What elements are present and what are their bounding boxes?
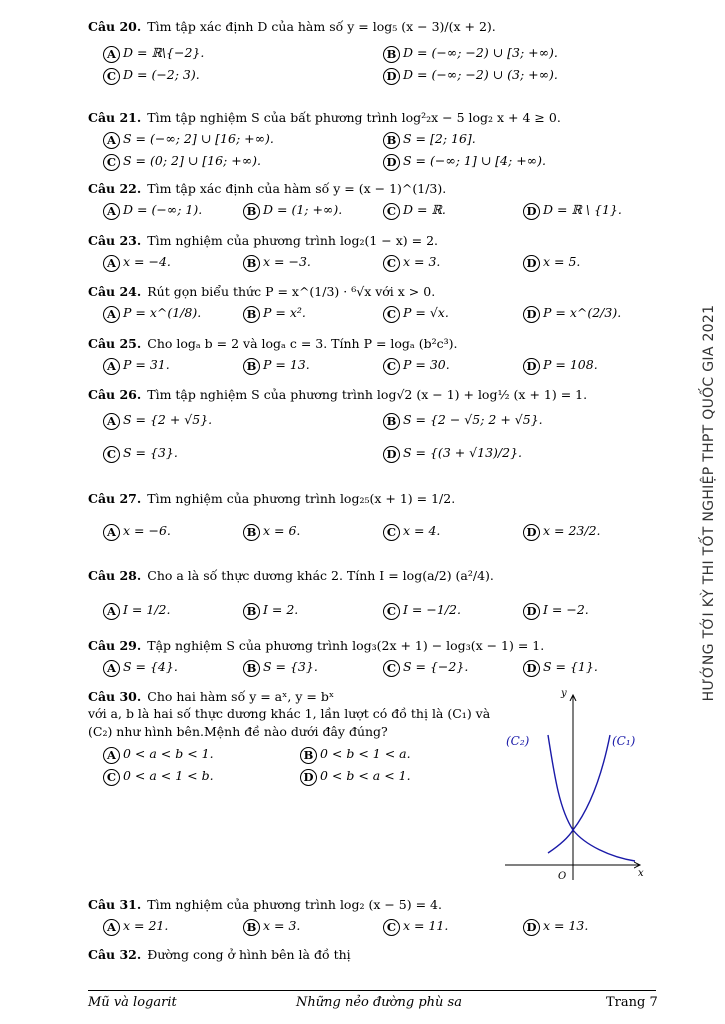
option-a[interactable]: A P = 31. xyxy=(103,355,170,375)
option-d[interactable]: D S = {(3 + √13)/2}. xyxy=(383,443,522,463)
question-label: Câu 27. xyxy=(88,491,142,506)
question-label: Câu 31. xyxy=(88,897,142,912)
option-c[interactable]: C S = (0; 2] ∪ [16; +∞). xyxy=(103,151,261,171)
origin-label: O xyxy=(558,871,567,882)
question-21 xyxy=(88,109,648,170)
question-label: Câu 26. xyxy=(88,387,142,402)
question-label: Câu 29. xyxy=(88,638,142,653)
question-24 xyxy=(88,283,648,322)
exponential-graph xyxy=(500,685,650,885)
option-a[interactable]: A I = 1/2. xyxy=(103,600,170,620)
question-text: Cho hai hàm số y = aˣ, y = bˣ xyxy=(147,689,335,704)
question-label: Câu 21. xyxy=(88,110,142,125)
question-text: Rút gọn biểu thức P = x^(1/3) · ⁶√x với x > 0. xyxy=(147,284,436,299)
option-a[interactable]: A S = {4}. xyxy=(103,657,178,677)
option-d[interactable]: D S = (−∞; 1] ∪ [4; +∞). xyxy=(383,151,546,171)
question-28 xyxy=(88,567,648,619)
question-text: Tìm tập nghiệm S của bất phương trình log²₂x − 5 log₂ x + 4 ≥ 0. xyxy=(147,110,561,125)
option-b[interactable]: B x = −3. xyxy=(243,252,311,272)
question-32 xyxy=(88,946,648,963)
option-a[interactable]: A S = (−∞; 2] ∪ [16; +∞). xyxy=(103,129,274,149)
question-30 xyxy=(88,688,498,785)
option-b[interactable]: B x = 3. xyxy=(243,916,300,936)
question-label: Câu 22. xyxy=(88,181,142,196)
footer-divider xyxy=(88,990,656,991)
option-a[interactable]: A D = ℝ\{−2}. xyxy=(103,43,204,63)
question-text: Cho a là số thực dương khác 2. Tính I = log(a/2) (a²/4). xyxy=(147,568,494,583)
question-text: Tìm nghiệm của phương trình log₂ (x − 5) = 4. xyxy=(147,897,442,912)
option-a[interactable]: A P = x^(1/8). xyxy=(103,303,201,323)
option-d[interactable]: D x = 23/2. xyxy=(523,521,601,541)
option-b[interactable]: B S = [2; 16]. xyxy=(383,129,476,149)
option-c[interactable]: C S = {−2}. xyxy=(383,657,468,677)
side-banner-text: HƯỚNG TỚI KỲ THI TỐT NGHIỆP THPT QUỐC GIA 2021 xyxy=(701,304,717,702)
question-text-line3: (C₂) như hình bên.Mệnh đề nào dưới đây đúng? xyxy=(88,724,388,739)
question-text: Tìm tập xác định của hàm số y = (x − 1)^(1/3). xyxy=(147,181,447,196)
option-b[interactable]: B P = 13. xyxy=(243,355,310,375)
question-text: Tìm nghiệm của phương trình log₂₅(x + 1) = 1/2. xyxy=(147,491,456,506)
option-a[interactable]: A D = (−∞; 1). xyxy=(103,200,202,220)
curve-c1-label: (C₁) xyxy=(612,734,636,748)
question-27 xyxy=(88,490,648,540)
question-text: Tìm tập xác định D của hàm số y = log₅ (x − 3)/(x + 2). xyxy=(147,19,496,34)
option-c[interactable]: C x = 3. xyxy=(383,252,440,272)
curve-c2-label: (C₂) xyxy=(506,734,530,748)
question-31 xyxy=(88,896,648,935)
question-23 xyxy=(88,232,648,271)
option-b[interactable]: B I = 2. xyxy=(243,600,298,620)
option-d[interactable]: D D = (−∞; −2) ∪ (3; +∞). xyxy=(383,65,558,85)
option-a[interactable]: A 0 < a < b < 1. xyxy=(103,744,214,764)
question-22 xyxy=(88,180,648,219)
question-label: Câu 23. xyxy=(88,233,142,248)
option-a[interactable]: A x = −6. xyxy=(103,521,171,541)
option-d[interactable]: D I = −2. xyxy=(523,600,589,620)
option-b[interactable]: B 0 < b < 1 < a. xyxy=(300,744,411,764)
question-label: Câu 20. xyxy=(88,19,142,34)
question-label: Câu 25. xyxy=(88,336,142,351)
option-d[interactable]: D P = x^(2/3). xyxy=(523,303,621,323)
question-text-line2: với a, b là hai số thực dương khác 1, lần lượt có đồ thị là (C₁) và xyxy=(88,706,491,721)
question-label: Câu 30. xyxy=(88,689,142,704)
option-d[interactable]: D x = 13. xyxy=(523,916,588,936)
curve-c1 xyxy=(548,735,610,853)
footer-center: Những nẻo đường phù sa xyxy=(296,995,462,1010)
option-d[interactable]: D S = {1}. xyxy=(523,657,598,677)
option-c[interactable]: C S = {3}. xyxy=(103,443,178,463)
option-c[interactable]: C x = 4. xyxy=(383,521,440,541)
question-text: Đường cong ở hình bên là đồ thị xyxy=(147,947,351,962)
side-banner xyxy=(694,304,724,710)
option-d[interactable]: D x = 5. xyxy=(523,252,580,272)
option-d[interactable]: D 0 < b < a < 1. xyxy=(300,766,411,786)
option-c[interactable]: C P = √x. xyxy=(383,303,449,323)
option-d[interactable]: D D = ℝ \ {1}. xyxy=(523,200,622,220)
question-label: Câu 24. xyxy=(88,284,142,299)
question-20 xyxy=(88,18,648,84)
option-b[interactable]: B D = (1; +∞). xyxy=(243,200,342,220)
option-c[interactable]: C D = ℝ. xyxy=(383,200,446,220)
option-c[interactable]: C P = 30. xyxy=(383,355,450,375)
option-b[interactable]: B S = {2 − √5; 2 + √5}. xyxy=(383,410,543,430)
x-axis-label: x xyxy=(638,868,644,879)
option-b[interactable]: B x = 6. xyxy=(243,521,300,541)
y-axis-label: y xyxy=(561,688,567,699)
footer-page-number: Trang 7 xyxy=(606,995,658,1010)
footer-left: Mũ và logarit xyxy=(88,995,177,1010)
option-a[interactable]: A x = −4. xyxy=(103,252,171,272)
question-text: Cho logₐ b = 2 và logₐ c = 3. Tính P = logₐ (b²c³). xyxy=(147,336,458,351)
question-text: Tập nghiệm S của phương trình log₃(2x + 1) − log₃(x − 1) = 1. xyxy=(147,638,545,653)
option-c[interactable]: C I = −1/2. xyxy=(383,600,461,620)
question-label: Câu 28. xyxy=(88,568,142,583)
option-d[interactable]: D P = 108. xyxy=(523,355,598,375)
option-a[interactable]: A x = 21. xyxy=(103,916,168,936)
option-a[interactable]: A S = {2 + √5}. xyxy=(103,410,212,430)
option-c[interactable]: C x = 11. xyxy=(383,916,448,936)
question-29 xyxy=(88,637,648,676)
question-26 xyxy=(88,386,648,462)
option-b[interactable]: B P = x². xyxy=(243,303,306,323)
question-label: Câu 32. xyxy=(88,947,142,962)
option-b[interactable]: B S = {3}. xyxy=(243,657,318,677)
question-text: Tìm tập nghiệm S của phương trình log√2 (x − 1) + log½ (x + 1) = 1. xyxy=(147,387,588,402)
option-c[interactable]: C 0 < a < 1 < b. xyxy=(103,766,214,786)
question-text: Tìm nghiệm của phương trình log₂(1 − x) = 2. xyxy=(147,233,438,248)
question-25 xyxy=(88,335,648,374)
option-b[interactable]: B D = (−∞; −2) ∪ [3; +∞). xyxy=(383,43,558,63)
option-c[interactable]: C D = (−2; 3). xyxy=(103,65,200,85)
